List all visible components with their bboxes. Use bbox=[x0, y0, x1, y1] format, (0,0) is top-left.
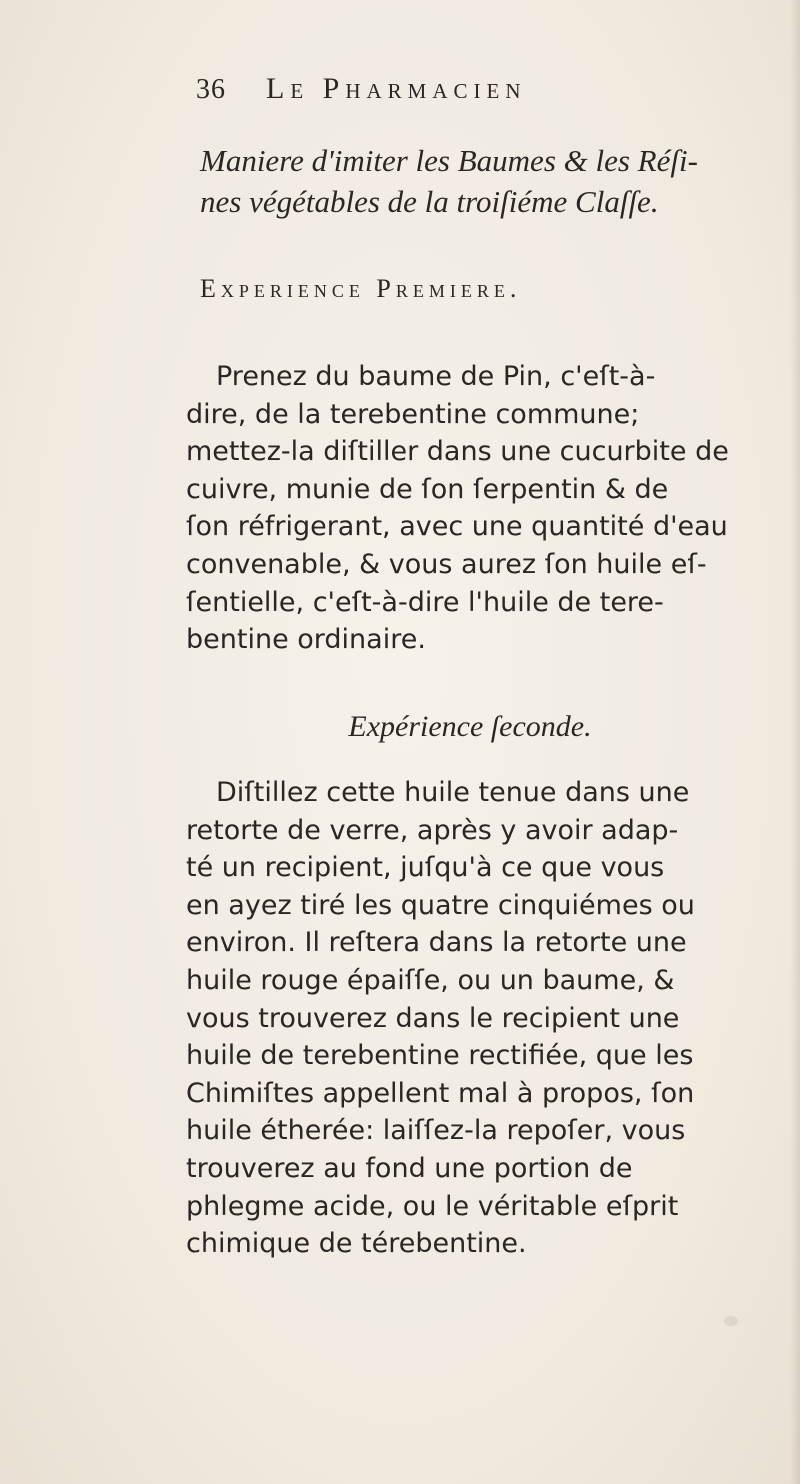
page-number: 36 bbox=[196, 74, 226, 105]
section-title-line: nes végétables de la troiſiéme Claſſe. bbox=[200, 184, 659, 219]
text-line: en ayez tiré les quatre cinquiémes ou bbox=[186, 889, 695, 921]
text-line: convenable, & vous aurez ſon huile eſ- bbox=[186, 548, 707, 580]
experience-1-heading: Experience Premiere. bbox=[200, 274, 522, 303]
section-title-line: Maniere d'imiter les Baumes & les Réſi- bbox=[200, 143, 698, 178]
text-line: retorte de verre, après y avoir adap- bbox=[186, 814, 679, 846]
text-line: huile rouge épaiſſe, ou un baume, & bbox=[186, 964, 675, 996]
text-line: bentine ordinaire. bbox=[186, 624, 426, 656]
text-line: phlegme acide, ou le véritable eſprit bbox=[186, 1190, 679, 1222]
text-line: Prenez du baume de Pin, c'eſt-à- bbox=[216, 361, 656, 392]
page-edge-shadow bbox=[790, 0, 800, 1484]
page-header bbox=[196, 72, 716, 116]
text-line: environ. Il reſtera dans la retorte une bbox=[186, 927, 687, 959]
text-line: Diſtillez cette huile tenue dans une bbox=[216, 777, 690, 808]
text-line: trouverez au fond une portion de bbox=[186, 1152, 633, 1184]
text-line: huile de terebentine rectifiée, que les bbox=[186, 1040, 694, 1072]
running-head: Le Pharmacien bbox=[266, 72, 527, 105]
text-line: cuivre, munie de ſon ſerpentin & de bbox=[186, 473, 669, 505]
text-line: chimique de térebentine. bbox=[186, 1228, 527, 1260]
text-line: huile étherée: laiſſez-la repoſer, vous bbox=[186, 1115, 686, 1147]
text-line: ſon réfrigerant, avec une quantité d'eau bbox=[186, 511, 728, 543]
text-line: mettez-la diſtiller dans une cucurbite de bbox=[186, 436, 729, 468]
section-title bbox=[200, 140, 780, 222]
experience-2-heading: Expérience ſeconde. bbox=[348, 710, 592, 743]
experience-1-paragraph bbox=[186, 358, 790, 659]
text-line: vous trouverez dans le recipient une bbox=[186, 1002, 680, 1034]
text-line: dire, de la terebentine commune; bbox=[186, 398, 640, 430]
text-line: Chimiſtes appellent mal à propos, ſon bbox=[186, 1077, 695, 1109]
text-line: ſentielle, c'eſt-à-dire l'huile de tere- bbox=[186, 586, 664, 618]
experience-2-paragraph bbox=[186, 774, 790, 1263]
text-line: té un recipient, juſqu'à ce que vous bbox=[186, 852, 665, 884]
paper-smudge bbox=[724, 1316, 738, 1326]
